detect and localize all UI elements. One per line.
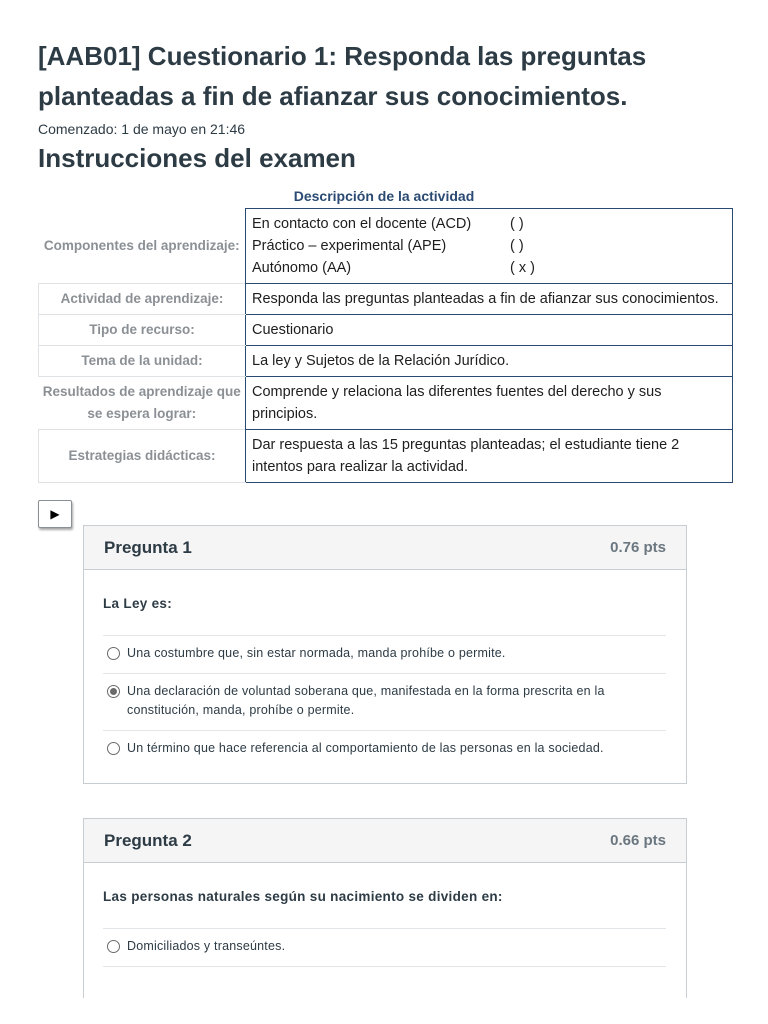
answer-text[interactable]: Una costumbre que, sin estar normada, manda prohíbe o permite. bbox=[127, 646, 506, 660]
component-mark: ( x ) bbox=[510, 260, 535, 276]
answer-list bbox=[103, 635, 666, 767]
play-button[interactable] bbox=[38, 500, 72, 528]
table-row bbox=[39, 377, 733, 430]
row-label: Resultados de aprendizaje que se espera lograr: bbox=[42, 384, 241, 421]
row-label: Tema de la unidad: bbox=[39, 346, 246, 377]
row-value: Dar respuesta a las 15 preguntas planteadas; el estudiante tiene 2 intentos para realizar la actividad. bbox=[246, 430, 733, 483]
question-header bbox=[84, 819, 686, 863]
row-value: La ley y Sujetos de la Relación Jurídico. bbox=[246, 346, 733, 377]
quiz-title: [AAB01] Cuestionario 1: Responda las preguntas planteadas a fin de afianzar sus conocimientos. bbox=[38, 41, 647, 111]
row-value: Responda las preguntas planteadas a fin de afianzar sus conocimientos. bbox=[246, 284, 733, 315]
row-label: Actividad de aprendizaje: bbox=[39, 284, 246, 315]
activity-description-table bbox=[38, 208, 733, 483]
instructions-heading: Instrucciones del examen bbox=[38, 143, 356, 173]
question-text: Las personas naturales según su nacimiento se dividen en: bbox=[103, 889, 503, 904]
component-mark: ( ) bbox=[510, 238, 524, 254]
component-mark: ( ) bbox=[510, 216, 524, 232]
table-row bbox=[39, 209, 733, 284]
question-card-2 bbox=[83, 818, 687, 998]
question-body bbox=[84, 570, 686, 783]
question-body bbox=[84, 863, 686, 983]
components-value bbox=[246, 209, 733, 284]
answer-option[interactable] bbox=[103, 929, 666, 967]
question-header bbox=[84, 526, 686, 570]
table-row bbox=[39, 284, 733, 315]
answer-option[interactable] bbox=[103, 674, 666, 731]
question-text: La Ley es: bbox=[103, 596, 173, 611]
question-title: Pregunta 2 bbox=[104, 830, 192, 850]
components-label: Componentes del aprendizaje: bbox=[43, 237, 240, 253]
answer-option[interactable] bbox=[103, 731, 666, 768]
question-points: 0.66 pts bbox=[610, 832, 666, 849]
description-caption: Descripción de la actividad bbox=[293, 188, 475, 204]
component-name: Práctico – experimental (APE) bbox=[252, 238, 447, 254]
play-icon: ▶ bbox=[50, 507, 60, 521]
answer-text[interactable]: Un término que hace referencia al comportamiento de las personas en la sociedad. bbox=[127, 740, 604, 755]
component-line bbox=[252, 257, 726, 279]
row-label: Estrategias didácticas: bbox=[39, 430, 246, 483]
radio-button[interactable] bbox=[107, 940, 120, 953]
row-value: Cuestionario bbox=[246, 315, 733, 346]
answer-list bbox=[103, 928, 666, 967]
question-card-1 bbox=[83, 525, 687, 784]
component-name: En contacto con el docente (ACD) bbox=[252, 216, 472, 232]
radio-button[interactable] bbox=[107, 647, 120, 660]
radio-button-selected[interactable] bbox=[107, 685, 120, 698]
question-points: 0.76 pts bbox=[610, 539, 666, 556]
component-line bbox=[252, 235, 726, 257]
started-timestamp: Comenzado: 1 de mayo en 21:46 bbox=[38, 121, 246, 137]
row-label: Tipo de recurso: bbox=[39, 315, 246, 346]
table-row bbox=[39, 346, 733, 377]
answer-text[interactable]: Una declaración de voluntad soberana que, manifestada en la forma prescrita en la constitución, manda, prohíbe o permite. bbox=[127, 683, 605, 717]
answer-option[interactable] bbox=[103, 636, 666, 674]
table-row bbox=[39, 430, 733, 483]
component-line bbox=[252, 213, 726, 235]
table-row bbox=[39, 315, 733, 346]
radio-button[interactable] bbox=[107, 742, 120, 755]
row-value: Comprende y relaciona las diferentes fuentes del derecho y sus principios. bbox=[246, 377, 733, 430]
question-title: Pregunta 1 bbox=[104, 537, 192, 557]
answer-text[interactable]: Domiciliados y transeúntes. bbox=[127, 939, 286, 953]
component-name: Autónomo (AA) bbox=[252, 260, 352, 276]
